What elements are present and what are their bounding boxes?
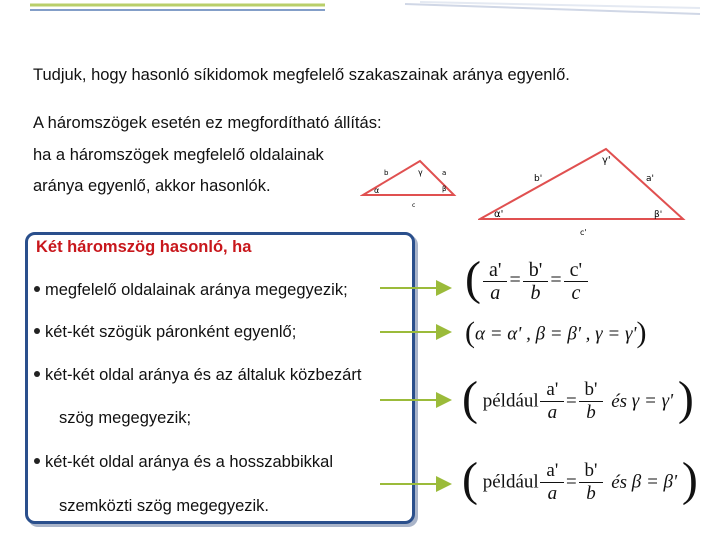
intro-line-4: aránya egyenlő, akkor hasonlók. <box>33 177 271 195</box>
f3-den1: a <box>540 401 564 424</box>
f4-den2: b <box>579 482 604 505</box>
criteria-item-2-text: két-két szögük páronként egyenlő; <box>45 323 297 341</box>
f1-num2: b' <box>528 259 543 281</box>
f3-word: például <box>482 390 539 412</box>
small-gamma-label: γ <box>418 168 423 177</box>
intro-line-3: ha a háromszögek megfelelő oldalainak <box>33 146 324 164</box>
formula-sides-ratio: ( $\frac{a'}{a}$ = $\frac{b'}{b}$ = $\frac{c'}{c}$ <box>465 254 585 309</box>
f1-num3: c' <box>569 259 583 281</box>
large-triangle-figure <box>478 145 708 240</box>
f3-eq: = <box>566 390 577 412</box>
f3-num1: a' <box>546 379 559 400</box>
small-beta-label: β <box>442 185 447 193</box>
f4-word: például <box>482 471 539 493</box>
formula-angles: (α = α' , β = β' , γ = γ') <box>465 316 647 349</box>
criteria-box <box>25 232 415 524</box>
f1-eq1: = <box>509 269 521 292</box>
large-triangle <box>480 149 683 219</box>
f2-text: α = α' , β = β' , γ = γ' <box>475 323 637 345</box>
f4-es: és <box>611 471 628 493</box>
small-triangle-figure <box>360 155 460 215</box>
bullet-icon <box>34 328 40 334</box>
f4-num2: b' <box>584 460 598 481</box>
f1-den1: a <box>483 281 507 304</box>
criteria-item-1-text: megfelelő oldalainak aránya megegyezik; <box>45 281 348 299</box>
bullet-icon <box>34 286 40 292</box>
large-beta-label: β' <box>654 210 663 220</box>
f3-den2: b <box>579 401 604 424</box>
large-gamma-label: γ' <box>602 155 611 166</box>
f1-num1: a' <box>488 259 502 281</box>
large-alpha-label: α' <box>494 209 504 220</box>
intro-line-1: Tudjuk, hogy hasonló síkidomok megfelelő szakaszainak aránya egyenlő. <box>33 66 570 84</box>
f1-eq2: = <box>550 269 562 292</box>
small-alpha-label: α <box>374 186 380 195</box>
large-c-label: c' <box>580 228 587 237</box>
criteria-item-4-text: két-két oldal aránya és a hosszabbikkal <box>45 453 333 471</box>
f4-den1: a <box>540 482 564 505</box>
formula-sas: ( például $\frac{a'}{a}$ = $\frac{b'}{b}$ és γ = γ' ) <box>462 372 694 425</box>
criteria-item-4-cont: szemközti szög megegyezik. <box>59 497 269 515</box>
criteria-item-2 <box>34 323 296 342</box>
formula-ssa: ( például $\frac{a'}{a}$ = $\frac{b'}{b}$ és β = β' ) <box>462 453 698 506</box>
bullet-icon <box>34 458 40 464</box>
f4-rest: β = β' <box>631 471 678 493</box>
f1-den2: b <box>523 281 549 304</box>
criteria-item-1 <box>34 281 348 300</box>
criteria-item-3 <box>34 366 361 385</box>
f1-den3: c <box>564 281 588 304</box>
f3-num2: b' <box>584 379 598 400</box>
f3-rest: γ = γ' <box>631 390 674 412</box>
small-a-label: a <box>442 169 447 177</box>
large-a-label: a' <box>646 174 654 184</box>
criteria-item-4 <box>34 453 333 472</box>
small-c-label: c <box>412 202 416 209</box>
f4-eq: = <box>566 471 577 493</box>
f3-es: és <box>611 390 628 412</box>
intro-line-2: A háromszögek esetén ez megfordítható állítás: <box>33 114 382 132</box>
large-b-label: b' <box>534 174 543 184</box>
criteria-item-3-text: két-két oldal aránya és az általuk közbezárt <box>45 366 362 384</box>
criteria-title: Két háromszög hasonló, ha <box>36 238 252 256</box>
f4-num1: a' <box>546 460 559 481</box>
top-decoration <box>0 0 720 20</box>
small-b-label: b <box>384 169 389 177</box>
criteria-item-3-cont: szög megegyezik; <box>59 409 192 427</box>
bullet-icon <box>34 371 40 377</box>
arrows <box>380 260 460 560</box>
